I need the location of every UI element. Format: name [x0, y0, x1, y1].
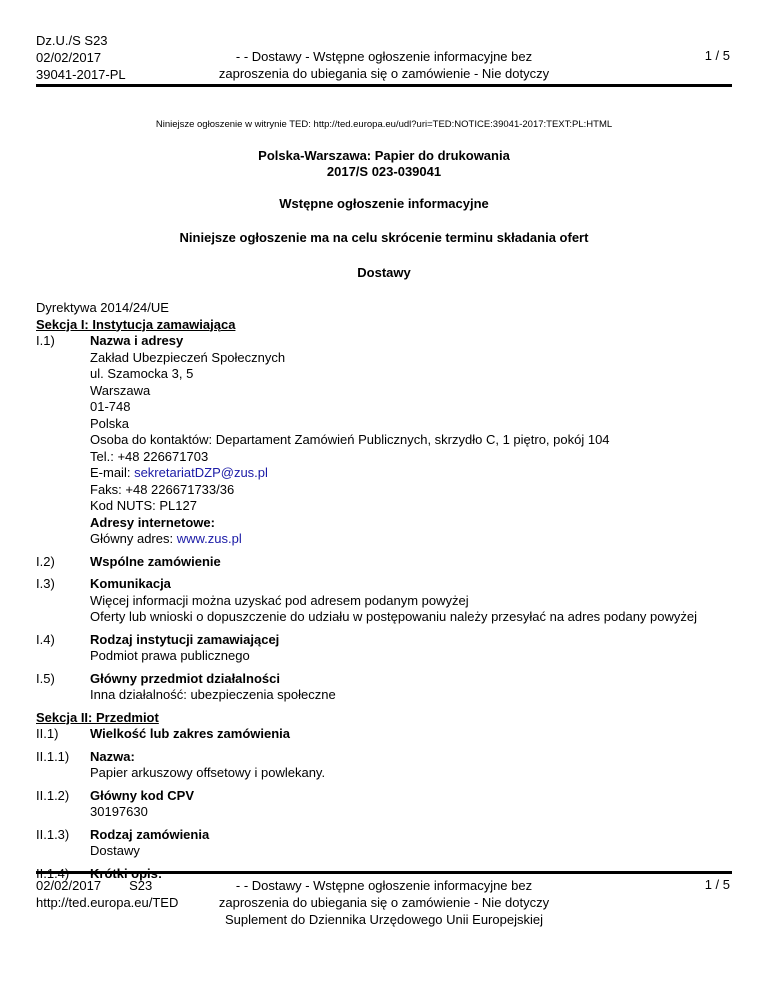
item-i5	[36, 671, 736, 704]
org-name: Zakład Ubezpieczeń Społecznych	[90, 349, 286, 365]
directive: Dyrektywa 2014/24/UE	[36, 300, 169, 315]
footer-url[interactable]: http://ted.europa.eu/TED	[36, 895, 179, 910]
header-date: 02/02/2017	[36, 50, 102, 65]
org-country: Polska	[90, 415, 130, 431]
header-page-number: 1 / 5	[704, 48, 730, 63]
communication-line2: Oferty lub wnioski o dopuszczenie do udziału w postępowaniu należy przesyłać na adres podany powyżej	[90, 609, 698, 624]
item-number: II.1.1)	[36, 748, 70, 764]
item-number: I.3)	[36, 576, 55, 591]
footer-supplement: Suplement do Dziennika Urzędowego Unii Europejskiej	[225, 912, 543, 927]
footer-title-line1: - - Dostawy - Wstępne ogłoszenie informacyjne bez	[235, 878, 533, 893]
email-label: E-mail:	[90, 465, 135, 480]
main-address-link[interactable]: www.zus.pl	[176, 531, 242, 546]
org-street: ul. Szamocka 3, 5	[90, 366, 194, 381]
footer-meta	[36, 877, 178, 911]
item-ii12	[36, 788, 736, 821]
item-i1	[36, 333, 736, 548]
item-number: I.2)	[36, 553, 55, 569]
org-fax: Faks: +48 226671733/36	[90, 481, 235, 497]
item-value: Dostawy	[90, 843, 140, 858]
item-title: Główny kod CPV	[90, 787, 195, 803]
item-ii11	[36, 749, 736, 782]
item-title: Wspólne zamówienie	[90, 553, 221, 569]
org-city: Warszawa	[90, 382, 151, 398]
footer-title	[200, 877, 568, 928]
org-email-row	[90, 465, 736, 482]
item-title: Rodzaj instytucji zamawiającej	[90, 631, 280, 647]
main-address-row	[90, 531, 736, 548]
item-i2	[36, 554, 736, 571]
header-ref: Dz.U./S S23	[36, 33, 108, 48]
notice-category: Dostawy	[357, 265, 411, 280]
main-address-label: Główny adres:	[90, 531, 177, 546]
email-link[interactable]: sekretariatDZP@zus.pl	[134, 465, 268, 480]
item-title: Nazwa i adresy	[90, 333, 184, 348]
item-number: II.1.3)	[36, 826, 70, 842]
org-postcode: 01-748	[90, 399, 131, 414]
item-number: II.1.2)	[36, 787, 70, 803]
item-ii13	[36, 827, 736, 860]
item-title: Główny przedmiot działalności	[90, 670, 280, 686]
org-contact: Osoba do kontaktów: Departament Zamówień Publicznych, skrzydło C, 1 piętro, pokój 104	[90, 432, 610, 447]
item-value: 30197630	[90, 804, 148, 819]
header-notice-id: 39041-2017-PL	[36, 67, 126, 82]
item-title: Komunikacja	[90, 576, 171, 591]
item-number: II.1.4)	[36, 865, 70, 881]
item-i4	[36, 632, 736, 665]
notice-purpose: Niniejsze ogłoszenie ma na celu skrócenie terminu składania ofert	[179, 230, 589, 245]
header-title-line1: - - Dostawy - Wstępne ogłoszenie informacyjne bez	[235, 49, 533, 64]
item-title: Krótki opis:	[90, 865, 163, 881]
notice-type: Wstępne ogłoszenie informacyjne	[279, 196, 489, 211]
footer-title-line2: zaproszenia do ubiegania się o zamówienie - Nie dotyczy	[218, 895, 550, 910]
notice-heading-location: Polska-Warszawa: Papier do drukowania	[258, 148, 510, 163]
item-value: Inna działalność: ubezpieczenia społeczne	[90, 687, 336, 702]
org-tel: Tel.: +48 226671703	[90, 448, 209, 464]
item-ii1	[36, 726, 736, 743]
item-value: Podmiot prawa publicznego	[90, 648, 250, 663]
communication-line1: Więcej informacji można uzyskać pod adresem podanym powyżej	[90, 592, 469, 608]
notice-link[interactable]: Niniejsze ogłoszenie w witrynie TED: http://ted.europa.eu/udl?uri=TED:NOTICE:39041-2017:TEXT:PL:HTML	[155, 119, 613, 130]
header-title-line2: zaproszenia do ubiegania się o zamówienie - Nie dotyczy	[218, 66, 550, 81]
notice-heading-number: 2017/S 023-039041	[326, 164, 442, 179]
item-number: I.1)	[36, 333, 55, 348]
section-1-title: Sekcja I: Instytucja zamawiająca	[36, 316, 236, 332]
footer-date: 02/02/2017	[36, 878, 102, 893]
org-nuts: Kod NUTS: PL127	[90, 498, 197, 513]
item-number: I.4)	[36, 631, 55, 647]
header-divider	[36, 84, 732, 87]
internet-addresses-title: Adresy internetowe:	[90, 514, 215, 530]
item-i3	[36, 576, 736, 626]
item-title: Nazwa:	[90, 748, 135, 764]
notice-body	[36, 300, 736, 882]
footer-page-number: 1 / 5	[704, 877, 730, 892]
header-meta	[36, 32, 126, 83]
item-number: I.5)	[36, 670, 55, 686]
item-title: Rodzaj zamówienia	[90, 826, 210, 842]
item-title: Wielkość lub zakres zamówienia	[90, 726, 291, 741]
header-title	[200, 48, 568, 82]
footer-series: S23	[129, 878, 153, 893]
item-number: II.1)	[36, 726, 59, 741]
item-value: Papier arkuszowy offsetowy i powlekany.	[90, 765, 326, 780]
footer-divider	[36, 871, 732, 874]
section-2-title: Sekcja II: Przedmiot	[36, 709, 159, 725]
